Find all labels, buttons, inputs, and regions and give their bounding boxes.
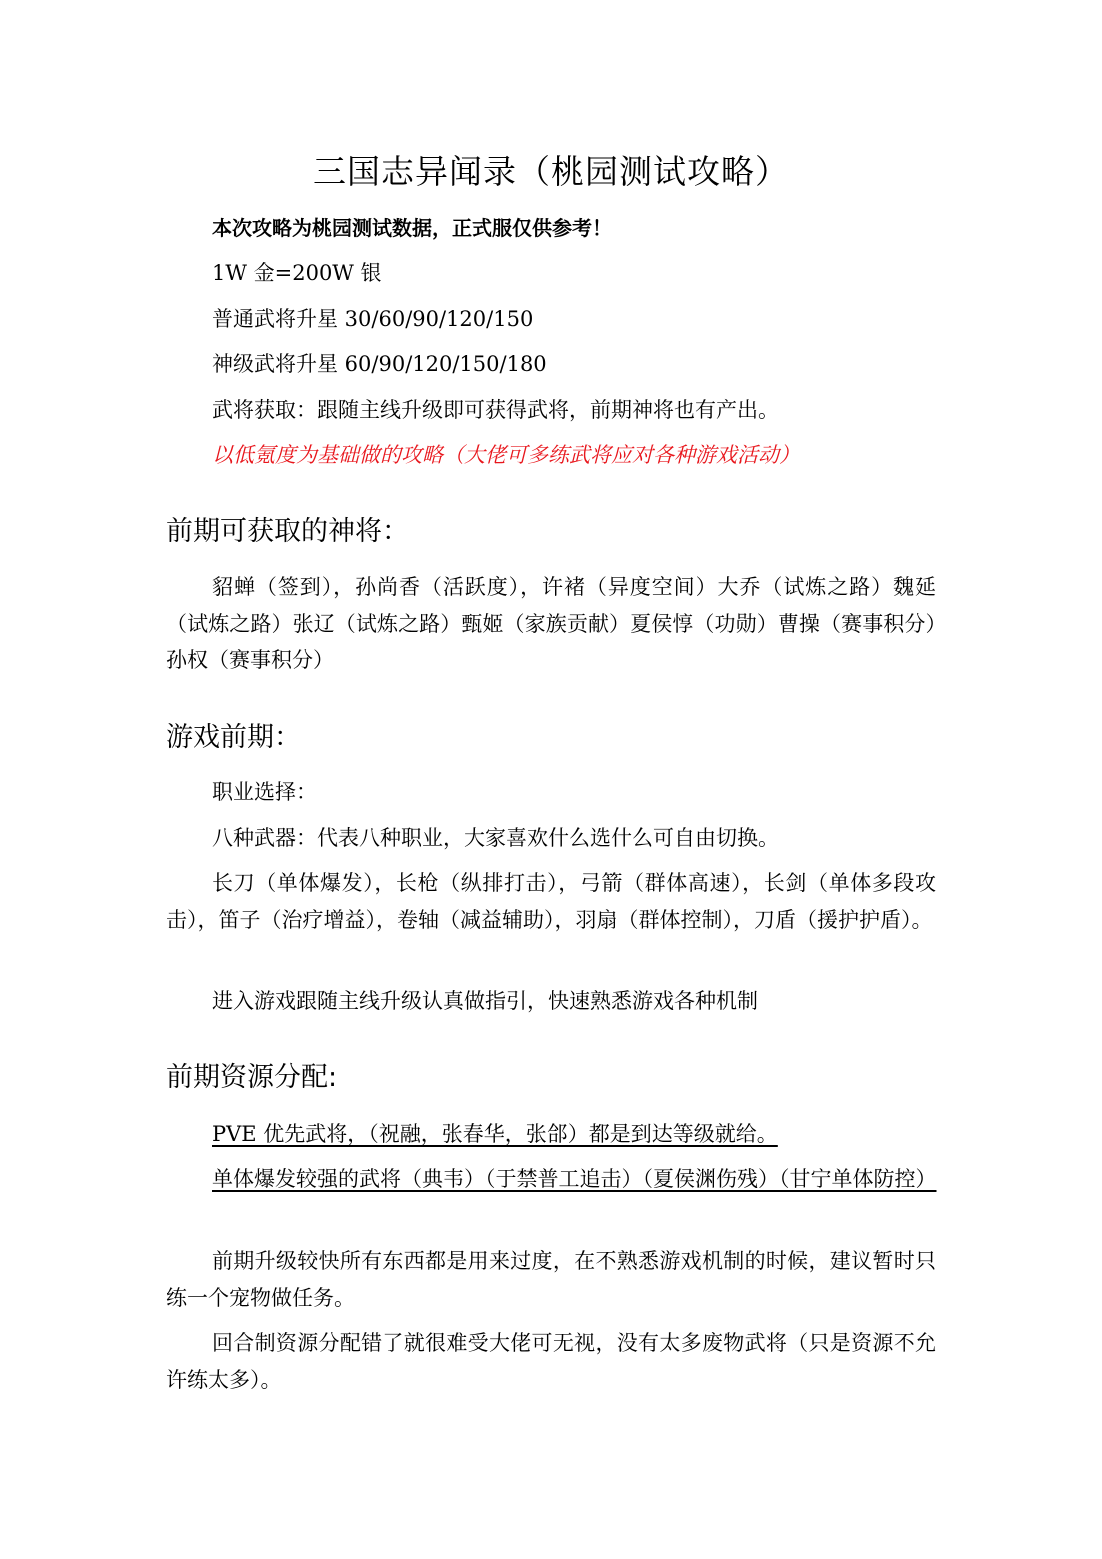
turn-based-resource-paragraph: 回合制资源分配错了就很难受大佬可无视，没有太多废物武将（只是资源不允许练太多）。 <box>166 1331 936 1392</box>
weapon-list-paragraph: 长刀（单体爆发），长枪（纵排打击），弓箭（群体高速），长剑（单体多段攻击），笛子（治疗增益），卷轴（减益辅助），羽扇（群体控制），刀盾（援护护盾）。 <box>166 871 936 932</box>
section-heading-divine-generals: 前期可获取的神将： <box>166 516 409 547</box>
general-acquire-line: 武将获取：跟随主线升级即可获得武将，前期神将也有产出。 <box>212 398 779 422</box>
section-heading-resource-allocation: 前期资源分配: <box>166 1062 338 1093</box>
burst-generals-paragraph: 单体爆发较强的武将（典韦）（于禁普工追击）（夏侯渊伤残）（甘宁单体防控） <box>212 1167 937 1191</box>
divine-general-star-line: 神级武将升星 60/90/120/150/180 <box>212 352 547 376</box>
section-heading-early-game: 游戏前期： <box>166 722 301 753</box>
exchange-rate-line: 1W 金=200W 银 <box>212 261 382 285</box>
low-spend-note: 以低氪度为基础做的攻略（大佬可多练武将应对各种游戏活动） <box>212 443 800 467</box>
divine-generals-paragraph: 貂蝉（签到），孙尚香（活跃度），许褚（异度空间）大乔（试炼之路）魏延（试炼之路）张辽（试炼之路）甄姬（家族贡献）夏侯惇（功勋）曹操（赛事积分）孙权（赛事积分） <box>166 575 936 672</box>
normal-general-star-line: 普通武将升星 30/60/90/120/150 <box>212 307 534 331</box>
mainline-guide-line: 进入游戏跟随主线升级认真做指引，快速熟悉游戏各种机制 <box>212 989 758 1013</box>
test-data-notice: 本次攻略为桃园测试数据，正式服仅供参考！ <box>212 216 612 240</box>
pve-priority-paragraph: PVE 优先武将，（祝融，张春华，张郃）都是到达等级就给。 <box>212 1122 778 1146</box>
early-leveling-paragraph: 前期升级较快所有东西都是用来过度，在不熟悉游戏机制的时候，建议暂时只练一个宠物做任务。 <box>166 1249 936 1310</box>
eight-weapons-line: 八种武器：代表八种职业，大家喜欢什么选什么可自由切换。 <box>212 826 779 850</box>
page-title: 三国志异闻录（桃园测试攻略） <box>313 152 789 191</box>
career-choice-line: 职业选择： <box>212 780 317 804</box>
